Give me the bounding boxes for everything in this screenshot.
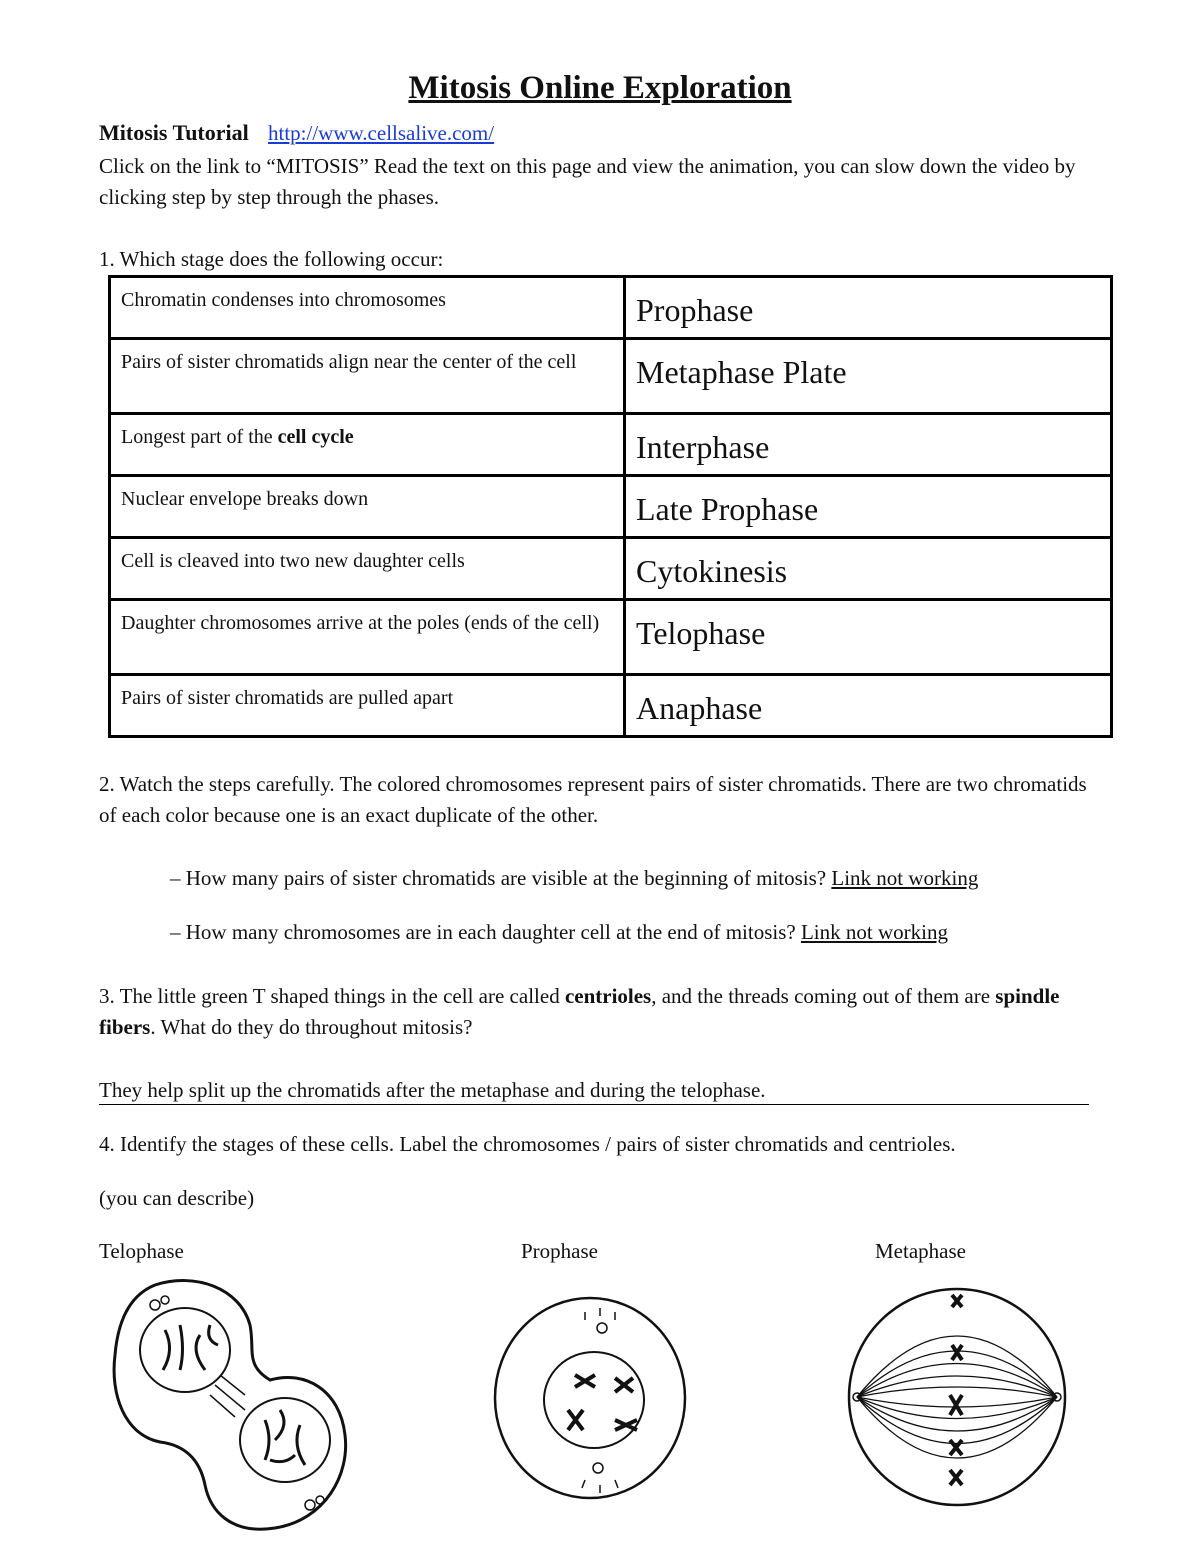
question-2b-text: – How many chromosomes are in each daughter cell at the end of mitosis? (170, 920, 801, 944)
question-3-mid: , and the threads coming out of them are (651, 984, 996, 1008)
table-row (110, 277, 1112, 339)
cell-label-metaphase: Metaphase (875, 1239, 966, 1263)
question-2b (170, 920, 948, 945)
row-description (110, 414, 625, 476)
metaphase-cell-drawing (842, 1285, 1072, 1510)
cell-label-prophase: Prophase (521, 1239, 598, 1263)
row-description-bold: cell cycle (277, 426, 354, 448)
table-row (110, 476, 1112, 538)
telophase-cell-drawing (100, 1270, 370, 1540)
table-row (110, 538, 1112, 600)
page-title: Mitosis Online Exploration (408, 70, 792, 106)
question-1-label: 1. Which stage does the following occur: (99, 247, 444, 271)
prophase-cell-drawing (490, 1290, 690, 1510)
question-3-post: . What do they do throughout mitosis? (150, 1015, 473, 1039)
row-answer: Prophase (625, 277, 1112, 339)
table-row (110, 339, 1112, 414)
row-description: Pairs of sister chromatids are pulled apart (110, 675, 625, 737)
cell-label-telophase: Telophase (99, 1239, 184, 1263)
row-description: Daughter chromosomes arrive at the poles (ends of the cell) (110, 600, 625, 675)
row-answer: Late Prophase (625, 476, 1112, 538)
row-description: Chromatin condenses into chromosomes (110, 277, 625, 339)
intro-text: Click on the link to “MITOSIS” Read the text on this page and view the animation, you can slow down the video by clicking step by step through the phases. (99, 154, 1076, 209)
question-4-note: (you can describe) (99, 1186, 255, 1210)
question-3-text (99, 981, 1099, 1043)
row-description: Cell is cleaved into two new daughter cells (110, 538, 625, 600)
question-2a-answer: Link not working (831, 866, 979, 890)
table-row (110, 675, 1112, 737)
row-answer: Anaphase (625, 675, 1112, 737)
table-row (110, 600, 1112, 675)
row-description: Pairs of sister chromatids align near the center of the cell (110, 339, 625, 414)
row-description-text: Longest part of the (121, 426, 278, 448)
row-answer: Telophase (625, 600, 1112, 675)
question-3-answer: They help split up the chromatids after the metaphase and during the telophase. (99, 1077, 1089, 1105)
table-row (110, 414, 1112, 476)
term-spindle-fibers: spindle fibers (99, 984, 1060, 1039)
stage-table (108, 275, 1113, 738)
question-2-text: 2. Watch the steps carefully. The colored chromosomes represent pairs of sister chromatids. There are two chromatids of each color because one is an exact duplicate of the other. (99, 772, 1087, 827)
question-2b-answer: Link not working (800, 920, 948, 944)
question-2a (170, 866, 978, 891)
question-2a-text: – How many pairs of sister chromatids are visible at the beginning of mitosis? (170, 866, 832, 890)
row-description: Nuclear envelope breaks down (110, 476, 625, 538)
question-3-pre: 3. The little green T shaped things in the cell are called (99, 984, 565, 1008)
question-4-text: 4. Identify the stages of these cells. Label the chromosomes / pairs of sister chromatids and centrioles. (99, 1132, 956, 1156)
tutorial-link[interactable]: http://www.cellsalive.com/ (268, 121, 495, 145)
row-answer: Metaphase Plate (625, 339, 1112, 414)
tutorial-label: Mitosis Tutorial (99, 120, 249, 145)
row-answer: Interphase (625, 414, 1112, 476)
tutorial-line (99, 120, 494, 146)
term-centrioles: centrioles (564, 984, 652, 1008)
row-answer: Cytokinesis (625, 538, 1112, 600)
